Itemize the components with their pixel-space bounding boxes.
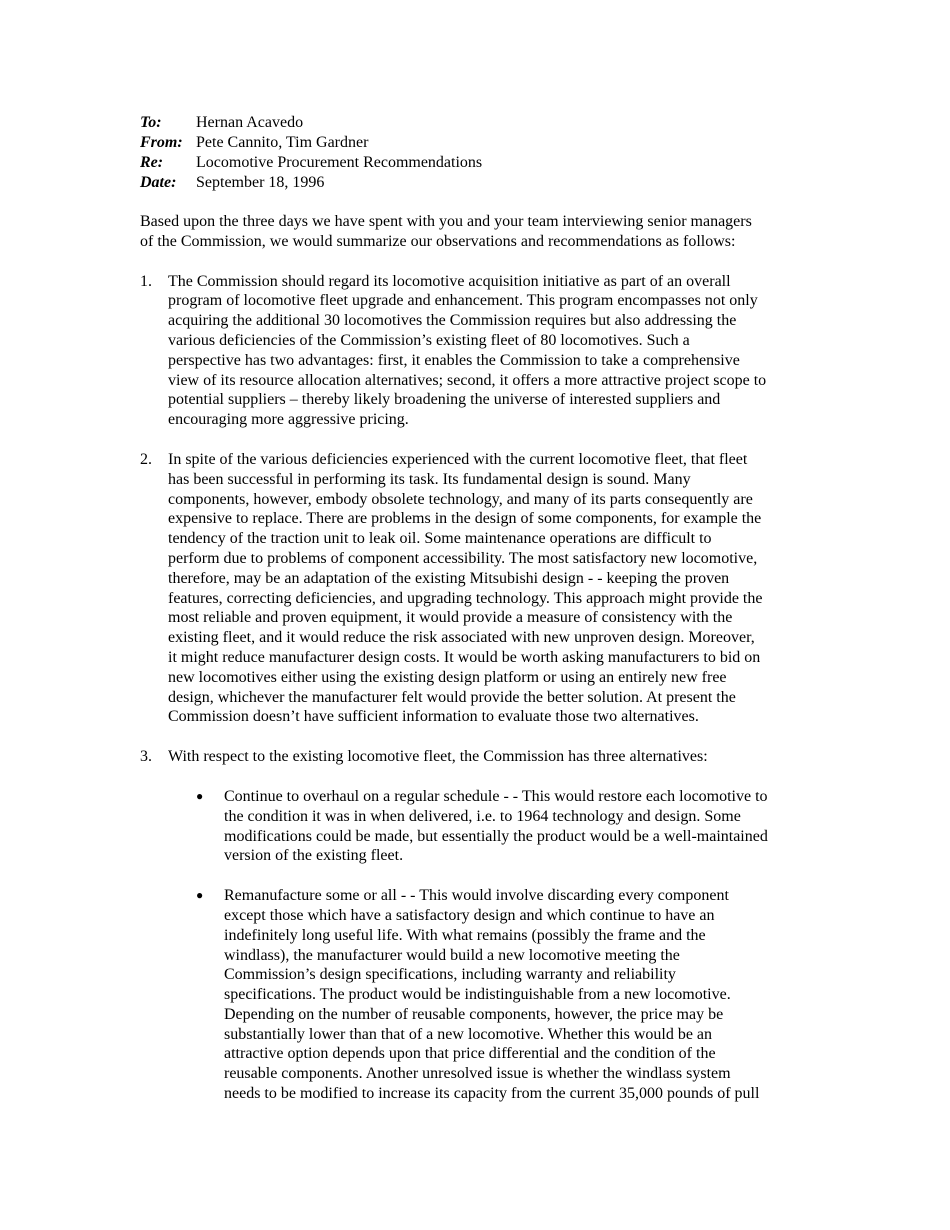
from-label: From: [140, 134, 183, 151]
text-line: Commission’s design specifications, including warranty and reliability [224, 966, 676, 984]
recommendation-item [140, 747, 820, 767]
text-line: most reliable and proven equipment, it would provide a measure of consistency with the [168, 609, 733, 627]
memo-page [140, 113, 820, 1104]
item-number: 1. [140, 272, 152, 290]
text-line: components, however, embody obsolete technology, and many of its parts consequently are [168, 490, 753, 508]
text-line: has been successful in performing its task. Its fundamental design is sound. Many [168, 470, 691, 488]
text-line: potential suppliers – thereby likely broadening the universe of interested suppliers and [168, 391, 721, 409]
text-line: program of locomotive fleet upgrade and enhancement. This program encompasses not only [168, 292, 758, 310]
to-label: To: [140, 114, 162, 131]
from-value: Pete Cannito, Tim Gardner [196, 134, 369, 151]
text-line: needs to be modified to increase its capacity from the current 35,000 pounds of pull [224, 1085, 760, 1103]
text-line: reusable components. Another unresolved issue is whether the windlass system [224, 1065, 731, 1083]
text-line: perspective has two advantages: first, it enables the Commission to take a comprehensive [168, 351, 740, 369]
text-line: windlass), the manufacturer would build a new locomotive meeting the [224, 946, 680, 964]
text-line: features, correcting deficiencies, and upgrading technology. This approach might provide the [168, 589, 763, 607]
recommendations-list [140, 272, 820, 767]
text-line: Continue to overhaul on a regular schedule - - This would restore each locomotive to [224, 787, 768, 805]
text-line: attractive option depends upon that price differential and the condition of the [224, 1045, 716, 1063]
item-text [168, 747, 820, 767]
text-line: the condition it was in when delivered, i.e. to 1964 technology and design. Some [224, 807, 741, 825]
text-line: design, whichever the manufacturer felt would provide the better solution. At present the [168, 688, 736, 706]
re-row [140, 153, 820, 173]
text-line: existing fleet, and it would reduce the risk associated with new unproven design. Moreover, [168, 629, 755, 647]
text-line: version of the existing fleet. [224, 847, 404, 865]
recommendation-item [140, 450, 820, 727]
alternative-bullet [196, 886, 820, 1104]
date-label: Date: [140, 174, 177, 191]
text-line: new locomotives either using the existing design platform or using an entirely new free [168, 668, 727, 686]
text-line: substantially lower than that of a new locomotive. Whether this would be an [224, 1025, 713, 1043]
item-number: 3. [140, 748, 152, 766]
text-line: it might reduce manufacturer design costs. It would be worth asking manufacturers to bid on [168, 648, 761, 666]
recommendation-item [140, 272, 820, 430]
memo-header [140, 113, 820, 193]
text-line: modifications could be made, but essentially the product would be a well-maintained [224, 827, 768, 845]
to-row [140, 113, 820, 133]
text-line: Remanufacture some or all - - This would involve discarding every component [224, 887, 729, 905]
text-line: expensive to replace. There are problems in the design of some components, for example the [168, 510, 762, 528]
to-value: Hernan Acavedo [196, 114, 304, 131]
intro-line: Based upon the three days we have spent with you and your team interviewing senior managers [140, 213, 752, 230]
bullet-icon: ● [196, 888, 204, 903]
text-line: except those which have a satisfactory design and which continue to have an [224, 906, 715, 924]
item-text [168, 272, 820, 430]
text-line: encouraging more aggressive pricing. [168, 411, 409, 429]
from-row [140, 133, 820, 153]
text-line: various deficiencies of the Commission’s existing fleet of 80 locomotives. Such a [168, 331, 690, 349]
bullet-text [224, 787, 820, 866]
alternative-bullet [196, 787, 820, 866]
text-line: therefore, may be an adaptation of the existing Mitsubishi design - - keeping the proven [168, 569, 730, 587]
intro-line: of the Commission, we would summarize our observations and recommendations as follows: [140, 232, 736, 250]
text-line: The Commission should regard its locomotive acquisition initiative as part of an overall [168, 272, 731, 290]
text-line: With respect to the existing locomotive fleet, the Commission has three alternatives: [168, 748, 708, 766]
fleet-alternatives-list [140, 787, 820, 1104]
text-line: indefinitely long useful life. With what remains (possibly the frame and the [224, 926, 706, 944]
bullet-icon: ● [196, 788, 204, 803]
bullet-text [224, 886, 820, 1104]
text-line: tendency of the traction unit to leak oil. Some maintenance operations are difficult to [168, 530, 712, 548]
date-value: September 18, 1996 [196, 174, 325, 191]
text-line: Commission doesn’t have sufficient information to evaluate those two alternatives. [168, 708, 699, 726]
text-line: Depending on the number of reusable components, however, the price may be [224, 1005, 724, 1023]
text-line: specifications. The product would be indistinguishable from a new locomotive. [224, 986, 731, 1004]
text-line: acquiring the additional 30 locomotives the Commission requires but also addressing the [168, 312, 737, 330]
item-number: 2. [140, 450, 152, 468]
text-line: view of its resource allocation alternatives; second, it offers a more attractive project scope to [168, 371, 767, 389]
date-row [140, 173, 820, 193]
re-label: Re: [140, 154, 164, 171]
text-line: perform due to problems of component accessibility. The most satisfactory new locomotive, [168, 549, 758, 567]
text-line: In spite of the various deficiencies experienced with the current locomotive fleet, that fleet [168, 450, 748, 468]
intro-paragraph [140, 212, 820, 252]
re-value: Locomotive Procurement Recommendations [196, 154, 483, 171]
item-text [168, 450, 820, 727]
